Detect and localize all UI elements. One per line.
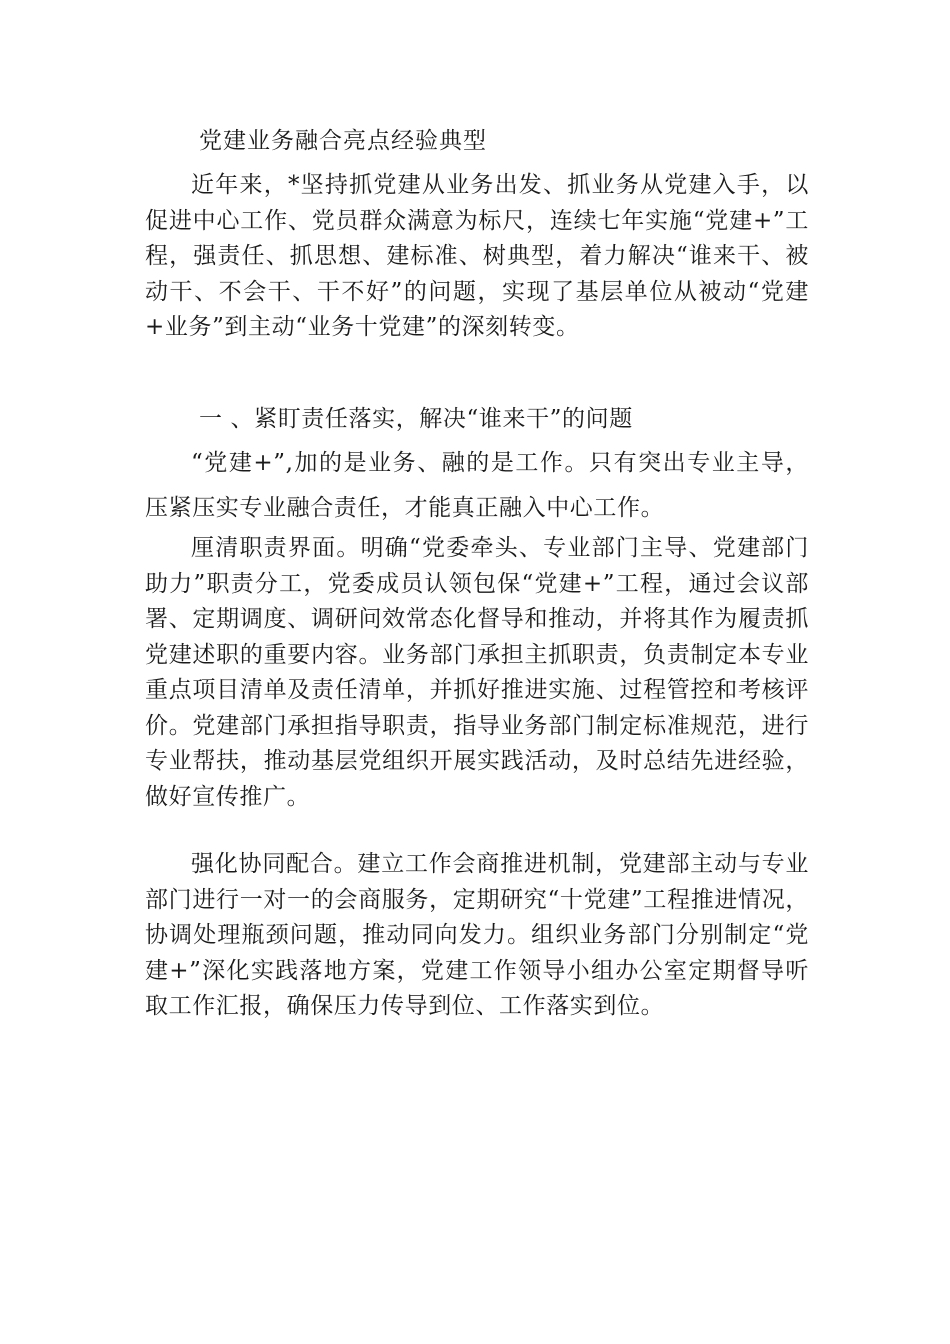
intro-paragraph: 近年来，*坚持抓党建从业务出发、抓业务从党建入手，以促进中心工作、党员群众满意为标尺，连续七年实施“党建+”工程，强责任、抓思想、建标准、树典型，着力解决“谁来干、被动干、不会干、干不好”的问题，实现了基层单位从被动“党建+业务”到主动“业务十党建”的深刻转变。 (145, 172, 809, 340)
responsibility-paragraph: 厘清职责界面。明确“党委牵头、专业部门主导、党建部门助力”职责分工，党委成员认领包保“党建+”工程，通过会议部署、定期调度、调研问效常态化督导和推动，并将其作为履责抓党建述职的重要内容。业务部门承担主抓职责，负责制定本专业重点项目清单及责任清单，并抓好推进实施、过程管控和考核评价。党建部门承担指导职责，指导业务部门制定标准规范，进行专业帮扶，推动基层党组织开展实践活动，及时总结先进经验，做好宣传推广。 (145, 535, 809, 810)
section-heading: 一 、紧盯责任落实，解决“谁来干”的问题 (199, 406, 633, 432)
coordination-paragraph: 强化协同配合。建立工作会商推进机制，党建部主动与专业部门进行一对一的会商服务，定期研究“十党建”工程推进情况，协调处理瓶颈问题，推动同向发力。组织业务部门分别制定“党建+”深化实践落地方案，党建工作领导小组办公室定期督导听取工作汇报，确保压力传导到位、工作落实到位。 (145, 851, 809, 1019)
document-title: 党建业务融合亮点经验典型 (199, 128, 487, 154)
section-lead-paragraph: “党建+”,加的是业务、融的是工作。只有突出专业主导，压紧压实专业融合责任，才能真正融入中心工作。 (145, 450, 809, 521)
